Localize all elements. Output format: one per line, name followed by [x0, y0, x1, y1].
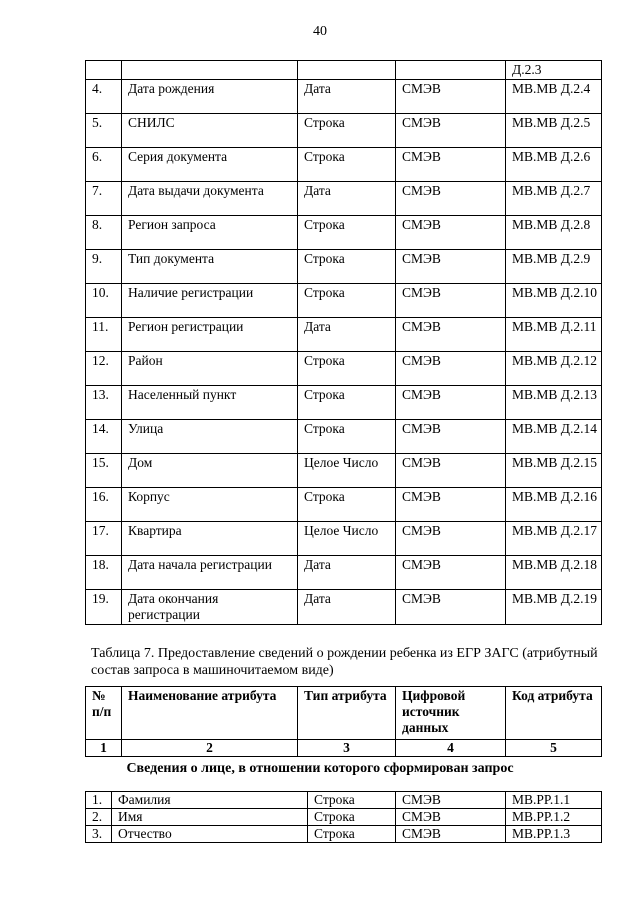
row-number-cell: 4.	[86, 80, 122, 114]
attribute-name-cell: Наличие регистрации	[122, 284, 298, 318]
attribute-name-cell: Серия документа	[122, 148, 298, 182]
attribute-name-cell: Регион запроса	[122, 216, 298, 250]
attribute-type-cell: Дата	[298, 318, 396, 352]
header-row	[86, 687, 602, 740]
row-number-cell: 8.	[86, 216, 122, 250]
attribute-type-cell: Дата	[298, 556, 396, 590]
attribute-type-cell: Строка	[298, 284, 396, 318]
data-source-cell: СМЭВ	[396, 556, 506, 590]
table-row	[86, 216, 602, 250]
attribute-name-cell: СНИЛС	[122, 114, 298, 148]
row-number-cell: 19.	[86, 590, 122, 625]
attribute-code-cell: Д.2.3	[506, 61, 602, 80]
table-row	[86, 826, 602, 843]
attribute-name-cell: Дом	[122, 454, 298, 488]
table-caption: Таблица 7. Предоставление сведений о рождении ребенка из ЕГР ЗАГС (атрибутный состав запроса в машиночитаемом виде)	[91, 646, 598, 678]
column-number: 4	[396, 740, 506, 757]
table-row	[86, 522, 602, 556]
attribute-type-cell: Дата	[298, 590, 396, 625]
attribute-name-cell: Населенный пункт	[122, 386, 298, 420]
data-source-cell: СМЭВ	[396, 114, 506, 148]
attribute-code-cell: MB.MB Д.2.5	[506, 114, 602, 148]
attribute-code-cell: MB.MB Д.2.8	[506, 216, 602, 250]
attribute-code-cell: MB.MB Д.2.12	[506, 352, 602, 386]
column-number: 5	[506, 740, 602, 757]
data-source-cell: СМЭВ	[396, 250, 506, 284]
row-number-cell: 12.	[86, 352, 122, 386]
table-row	[86, 318, 602, 352]
attribute-code-cell: MB.MB Д.2.15	[506, 454, 602, 488]
attribute-type-cell: Строка	[298, 420, 396, 454]
attribute-name-cell: Улица	[122, 420, 298, 454]
data-source-cell: СМЭВ	[396, 148, 506, 182]
column-number: 1	[86, 740, 122, 757]
row-number-cell: 11.	[86, 318, 122, 352]
table-row	[86, 250, 602, 284]
attribute-type-cell: Строка	[298, 148, 396, 182]
attribute-name-cell: Корпус	[122, 488, 298, 522]
table-row	[86, 80, 602, 114]
attribute-type-cell: Дата	[298, 80, 396, 114]
table-cell	[122, 61, 298, 80]
table-cell	[396, 61, 506, 80]
column-number: 3	[298, 740, 396, 757]
table-row	[86, 352, 602, 386]
attribute-code-cell: MB.MB Д.2.14	[506, 420, 602, 454]
table-row	[86, 182, 602, 216]
data-source-cell: СМЭВ	[396, 590, 506, 625]
attribute-type-cell: Строка	[308, 809, 396, 826]
table-cell	[298, 61, 396, 80]
data-source-cell: СМЭВ	[396, 352, 506, 386]
attribute-code-cell: MB.MB Д.2.13	[506, 386, 602, 420]
attribute-name-cell: Отчество	[112, 826, 308, 843]
attribute-name-cell: Фамилия	[112, 792, 308, 809]
row-number-cell: 14.	[86, 420, 122, 454]
table-row	[86, 420, 602, 454]
attribute-name-cell: Квартира	[122, 522, 298, 556]
attribute-name-cell: Район	[122, 352, 298, 386]
table-row	[86, 114, 602, 148]
data-source-cell: СМЭВ	[396, 80, 506, 114]
attribute-code-cell: MB.MB Д.2.11	[506, 318, 602, 352]
row-number-cell: 6.	[86, 148, 122, 182]
table-row	[86, 454, 602, 488]
data-source-cell: СМЭВ	[396, 386, 506, 420]
row-number-cell: 7.	[86, 182, 122, 216]
person-attributes-table	[85, 791, 602, 843]
attribute-name-cell: Дата выдачи документа	[122, 182, 298, 216]
row-number-cell: 5.	[86, 114, 122, 148]
attribute-name-cell: Имя	[112, 809, 308, 826]
row-number-cell: 17.	[86, 522, 122, 556]
attribute-type-cell: Строка	[308, 792, 396, 809]
attribute-type-cell: Строка	[298, 386, 396, 420]
attribute-code-cell: MB.PP.1.3	[506, 826, 602, 843]
attribute-type-cell: Строка	[308, 826, 396, 843]
row-number-cell: 9.	[86, 250, 122, 284]
row-number-cell: 2.	[86, 809, 112, 826]
attribute-type-cell: Строка	[298, 352, 396, 386]
table-row	[86, 590, 602, 625]
table-row	[86, 488, 602, 522]
data-source-cell: СМЭВ	[396, 216, 506, 250]
section-title: Сведения о лице, в отношении которого сформирован запрос	[126, 761, 514, 776]
data-source-cell: СМЭВ	[396, 318, 506, 352]
data-source-cell: СМЭВ	[396, 809, 506, 826]
attribute-name-cell: Дата окончания регистрации	[122, 590, 298, 625]
header-cell-name: Наименование атрибута	[122, 687, 298, 740]
attribute-type-cell: Целое Число	[298, 454, 396, 488]
table-row	[86, 148, 602, 182]
table-row	[86, 792, 602, 809]
attribute-type-cell: Строка	[298, 114, 396, 148]
row-number-cell: 1.	[86, 792, 112, 809]
header-cell-source: Цифровой источник данных	[396, 687, 506, 740]
request-attributes-table-header	[85, 686, 602, 757]
attribute-code-cell: MB.MB Д.2.9	[506, 250, 602, 284]
column-number: 2	[122, 740, 298, 757]
attribute-name-cell: Тип документа	[122, 250, 298, 284]
attribute-code-cell: MB.MB Д.2.16	[506, 488, 602, 522]
data-source-cell: СМЭВ	[396, 420, 506, 454]
data-source-cell: СМЭВ	[396, 792, 506, 809]
table-row	[86, 284, 602, 318]
column-number-row	[86, 740, 602, 757]
table-row	[86, 386, 602, 420]
attributes-table-continued	[85, 60, 602, 625]
attribute-code-cell: MB.MB Д.2.4	[506, 80, 602, 114]
header-cell-number: № п/п	[86, 687, 122, 740]
attribute-name-cell: Дата начала регистрации	[122, 556, 298, 590]
attribute-name-cell: Дата рождения	[122, 80, 298, 114]
table-row	[86, 61, 602, 80]
row-number-cell: 3.	[86, 826, 112, 843]
table-row	[86, 809, 602, 826]
data-source-cell: СМЭВ	[396, 826, 506, 843]
attribute-code-cell: MB.MB Д.2.19	[506, 590, 602, 625]
data-source-cell: СМЭВ	[396, 284, 506, 318]
attribute-code-cell: MB.PP.1.1	[506, 792, 602, 809]
attribute-type-cell: Строка	[298, 488, 396, 522]
row-number-cell: 18.	[86, 556, 122, 590]
attribute-code-cell: MB.MB Д.2.10	[506, 284, 602, 318]
attribute-type-cell: Дата	[298, 182, 396, 216]
header-cell-code: Код атрибута	[506, 687, 602, 740]
row-number-cell: 15.	[86, 454, 122, 488]
row-number-cell: 10.	[86, 284, 122, 318]
attribute-type-cell: Целое Число	[298, 522, 396, 556]
attribute-code-cell: MB.PP.1.2	[506, 809, 602, 826]
data-source-cell: СМЭВ	[396, 522, 506, 556]
row-number-cell: 16.	[86, 488, 122, 522]
attribute-name-cell: Регион регистрации	[122, 318, 298, 352]
attribute-code-cell: MB.MB Д.2.6	[506, 148, 602, 182]
row-number-cell: 13.	[86, 386, 122, 420]
attribute-code-cell: MB.MB Д.2.7	[506, 182, 602, 216]
data-source-cell: СМЭВ	[396, 182, 506, 216]
attribute-code-cell: MB.MB Д.2.18	[506, 556, 602, 590]
page-number: 40	[313, 24, 327, 39]
data-source-cell: СМЭВ	[396, 454, 506, 488]
data-source-cell: СМЭВ	[396, 488, 506, 522]
attribute-code-cell: MB.MB Д.2.17	[506, 522, 602, 556]
table-row	[86, 556, 602, 590]
table-cell	[86, 61, 122, 80]
header-cell-type: Тип атрибута	[298, 687, 396, 740]
attribute-type-cell: Строка	[298, 250, 396, 284]
attribute-type-cell: Строка	[298, 216, 396, 250]
